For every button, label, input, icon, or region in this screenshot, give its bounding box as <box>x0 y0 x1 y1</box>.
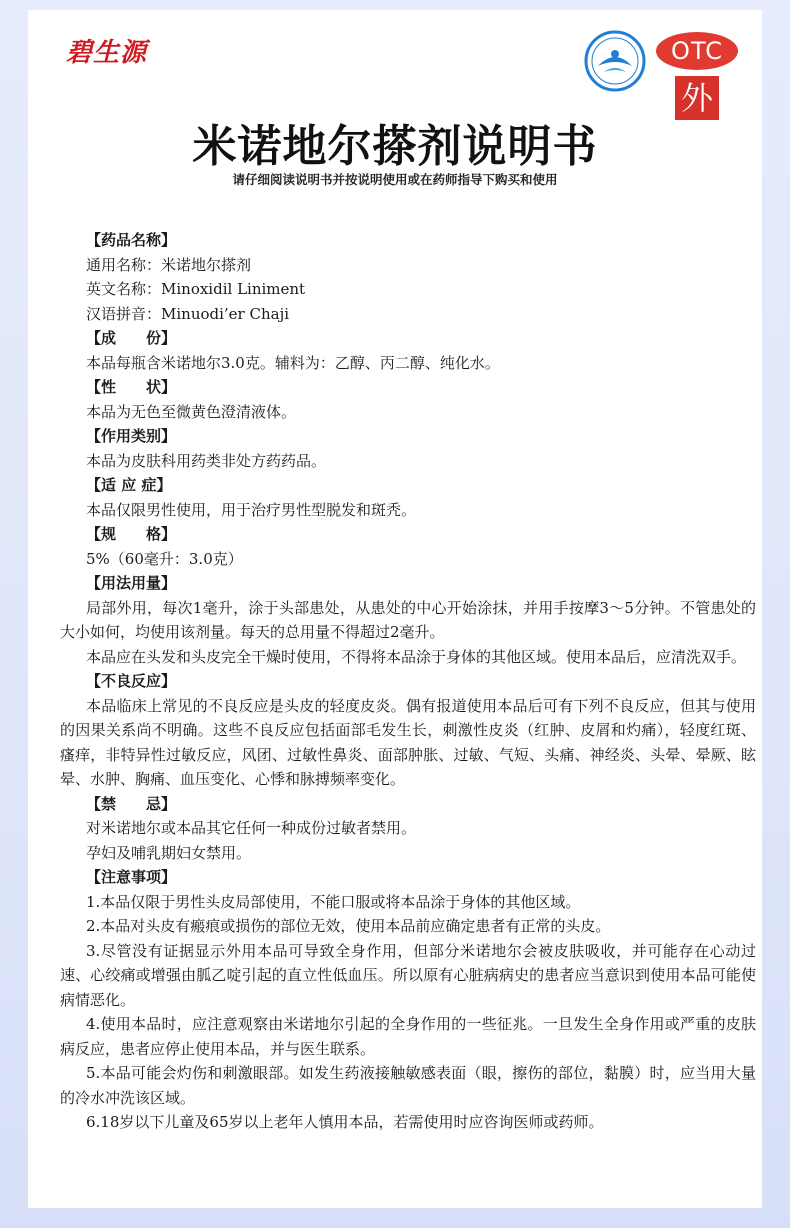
section-heading-composition: 【成 份】 <box>86 329 177 347</box>
contraindication-line-2: 孕妇及哺乳期妇女禁用。 <box>86 843 252 862</box>
section-heading-appearance: 【性 状】 <box>86 378 177 396</box>
section-heading-precautions: 【注意事项】 <box>86 868 177 886</box>
page-subtitle: 请仔细阅读说明书并按说明使用或在药师指导下购买和使用 <box>232 172 558 187</box>
instruction-sheet <box>28 10 762 1208</box>
usage-paragraph-2: 本品应在头发和头皮完全干燥时使用，不得将本品涂于身体的其他区域。使用本品后，应清洗双手。 <box>86 647 747 666</box>
quality-seal-icon <box>584 30 646 92</box>
generic-name: 通用名称：米诺地尔搽剂 <box>86 255 252 274</box>
section-heading-adverse: 【不良反应】 <box>86 672 177 690</box>
brand-logo: 碧生源 <box>66 38 148 68</box>
section-heading-indication: 【适 应 症】 <box>86 476 172 494</box>
section-heading-usage: 【用法用量】 <box>86 574 177 592</box>
page-title: 米诺地尔搽剂说明书 <box>192 121 598 172</box>
section-heading-category: 【作用类别】 <box>86 427 177 445</box>
otc-class-label: 外 <box>675 76 719 120</box>
category-text: 本品为皮肤科用药类非处方药药品。 <box>86 451 327 470</box>
english-name: 英文名称：Minoxidil Liniment <box>86 280 306 298</box>
section-heading-name: 【药品名称】 <box>86 231 177 249</box>
precaution-item: 5.本品可能会灼伤和刺激眼部。如发生药液接触敏感表面（眼，擦伤的部位，黏膜）时，应当用大量的冷水冲洗该区域。 <box>60 1064 756 1107</box>
precaution-item: 3.尽管没有证据显示外用本品可导致全身作用，但部分米诺地尔会被皮肤吸收，并可能存在心动过速、心绞痛或增强由胍乙啶引起的直立性低血压。所以原有心脏病病史的患者应当意识到使用本品可能使病情恶化。 <box>60 941 756 1009</box>
precaution-item: 4.使用本品时，应注意观察由米诺地尔引起的全身作用的一些征兆。一旦发生全身作用或严重的皮肤病反应，患者应停止使用本品，并与医生联系。 <box>60 1015 756 1058</box>
indication-text: 本品仅限男性使用，用于治疗男性型脱发和斑秃。 <box>86 500 417 519</box>
precaution-item: 1.本品仅限于男性头皮局部使用，不能口服或将本品涂于身体的其他区域。 <box>86 892 581 911</box>
spec-text: 5%（60毫升：3.0克） <box>86 549 243 568</box>
usage-paragraph-1: 局部外用，每次1毫升，涂于头部患处，从患处的中心开始涂抹，并用手按摩3～5分钟。不管患处的大小如何，均使用该剂量。每天的总用量不得超过2毫升。 <box>60 598 756 641</box>
composition-text: 本品每瓶含米诺地尔3.0克。辅料为：乙醇、丙二醇、纯化水。 <box>86 353 500 372</box>
adverse-paragraph: 本品临床上常见的不良反应是头皮的轻度皮炎。偶有报道使用本品后可有下列不良反应，但其与使用的因果关系尚不明确。这些不良反应包括面部毛发生长，刺激性皮炎（红肿、皮屑和灼痛），轻度红斑、瘙痒，非特异性过敏反应，风团、过敏性鼻炎、面部肿胀、过敏、气短、头痛、神经炎、头晕、晕厥、眩晕、水肿、胸痛、血压变化、心悸和脉搏频率变化。 <box>60 696 756 788</box>
contraindication-line-1: 对米诺地尔或本品其它任何一种成份过敏者禁用。 <box>86 819 417 837</box>
appearance-text: 本品为无色至微黄色澄清液体。 <box>86 402 297 421</box>
section-heading-spec: 【规 格】 <box>86 525 177 543</box>
section-heading-contraindication: 【禁 忌】 <box>86 794 177 813</box>
otc-label: OTC <box>656 32 738 70</box>
precaution-item: 2.本品对头皮有瘢痕或损伤的部位无效，使用本品前应确定患者有正常的头皮。 <box>86 917 611 935</box>
document-body <box>60 228 756 1135</box>
pinyin-name: 汉语拼音：Minuodi’er Chaji <box>86 304 290 323</box>
precaution-item: 6.18岁以下儿童及65岁以上老年人慎用本品，若需使用时应咨询医师或药师。 <box>86 1113 604 1131</box>
